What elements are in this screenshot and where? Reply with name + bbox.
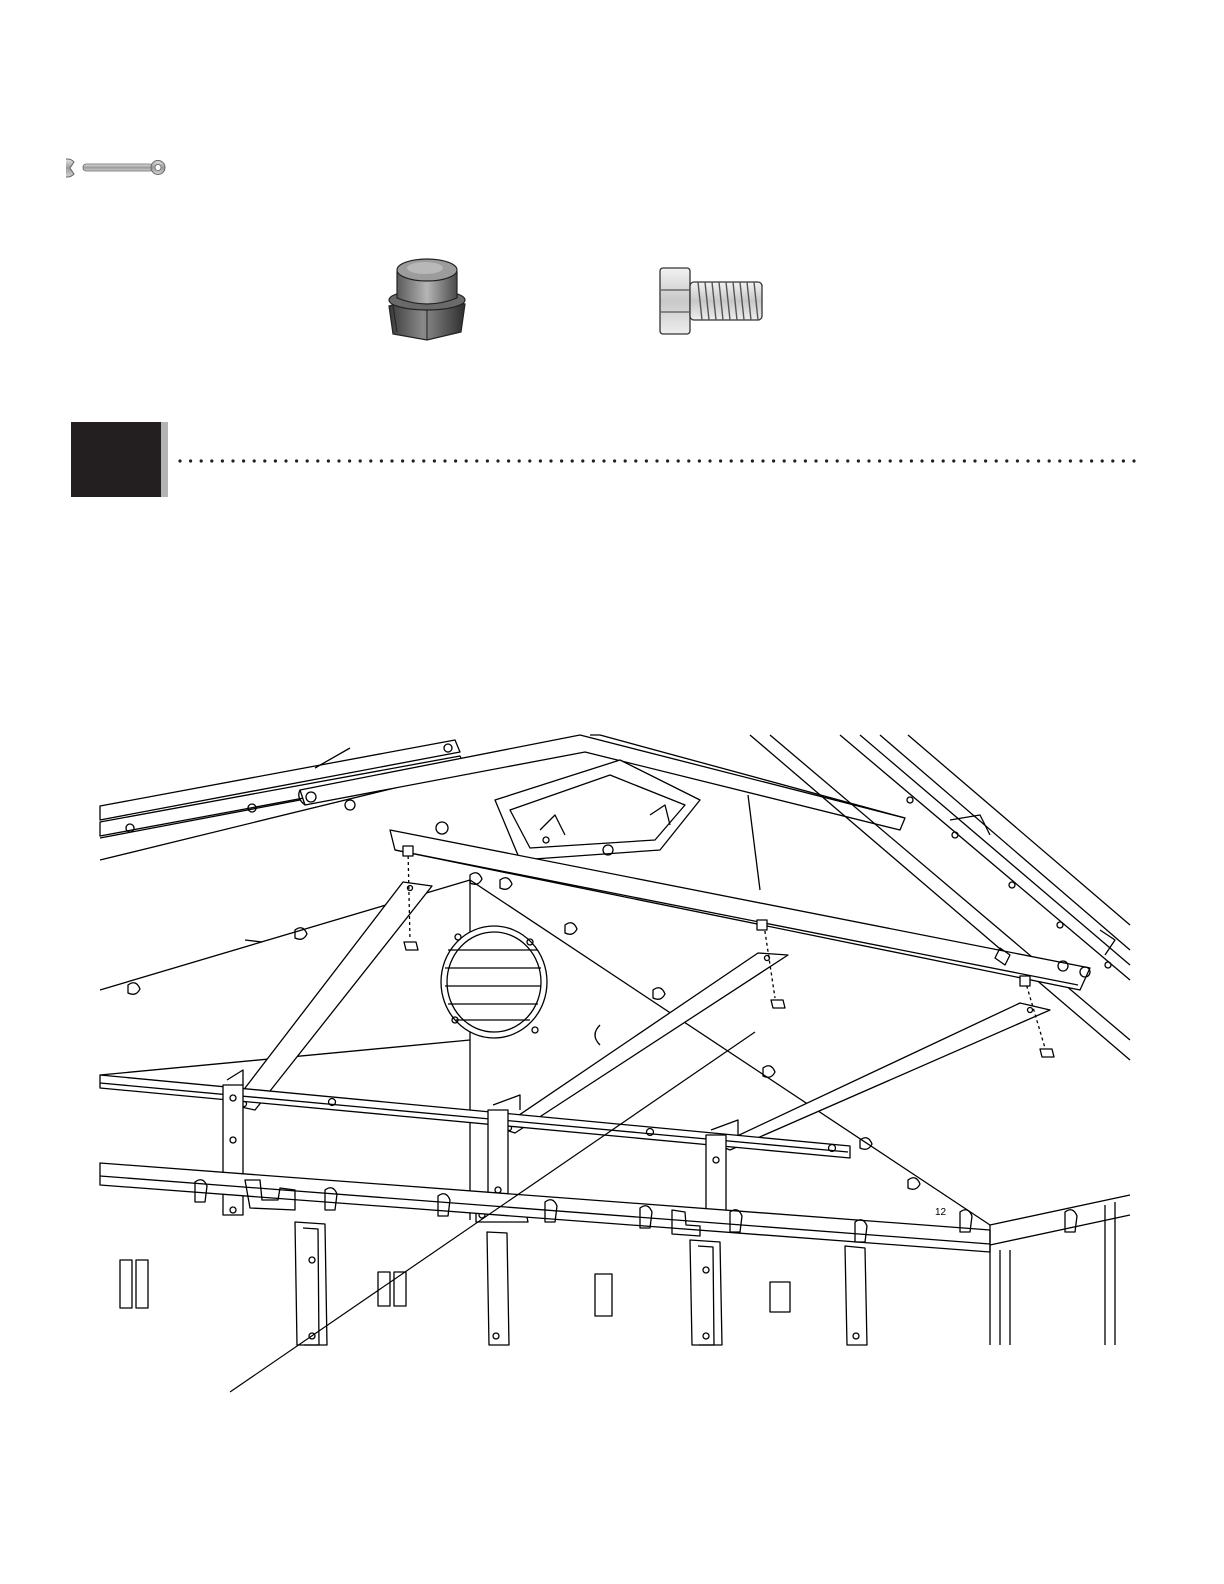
round-vent xyxy=(441,926,547,1038)
right-roof-rail xyxy=(750,735,1130,1060)
step-header xyxy=(0,415,1224,505)
wall-studs xyxy=(295,1222,867,1345)
wall-slots xyxy=(120,1260,790,1316)
hex-bolt-icon xyxy=(658,262,770,338)
side-rail xyxy=(100,1075,850,1158)
tools-row xyxy=(66,150,176,186)
step-number-box-shadow xyxy=(161,422,168,497)
flange-nut-icon xyxy=(385,248,469,344)
right-wall xyxy=(990,1195,1130,1345)
brace-right xyxy=(718,976,1054,1150)
svg-text:12: 12 xyxy=(935,1207,947,1218)
brace-left xyxy=(232,846,432,1110)
roof-truss-assembly-drawing xyxy=(0,720,1224,1420)
dotted-rule xyxy=(178,458,1144,464)
wrench-icon xyxy=(66,150,176,186)
assembly-illustration xyxy=(0,720,1224,1420)
hardware-row xyxy=(0,240,1224,350)
brace-middle xyxy=(500,920,788,1133)
step-number xyxy=(71,422,161,497)
